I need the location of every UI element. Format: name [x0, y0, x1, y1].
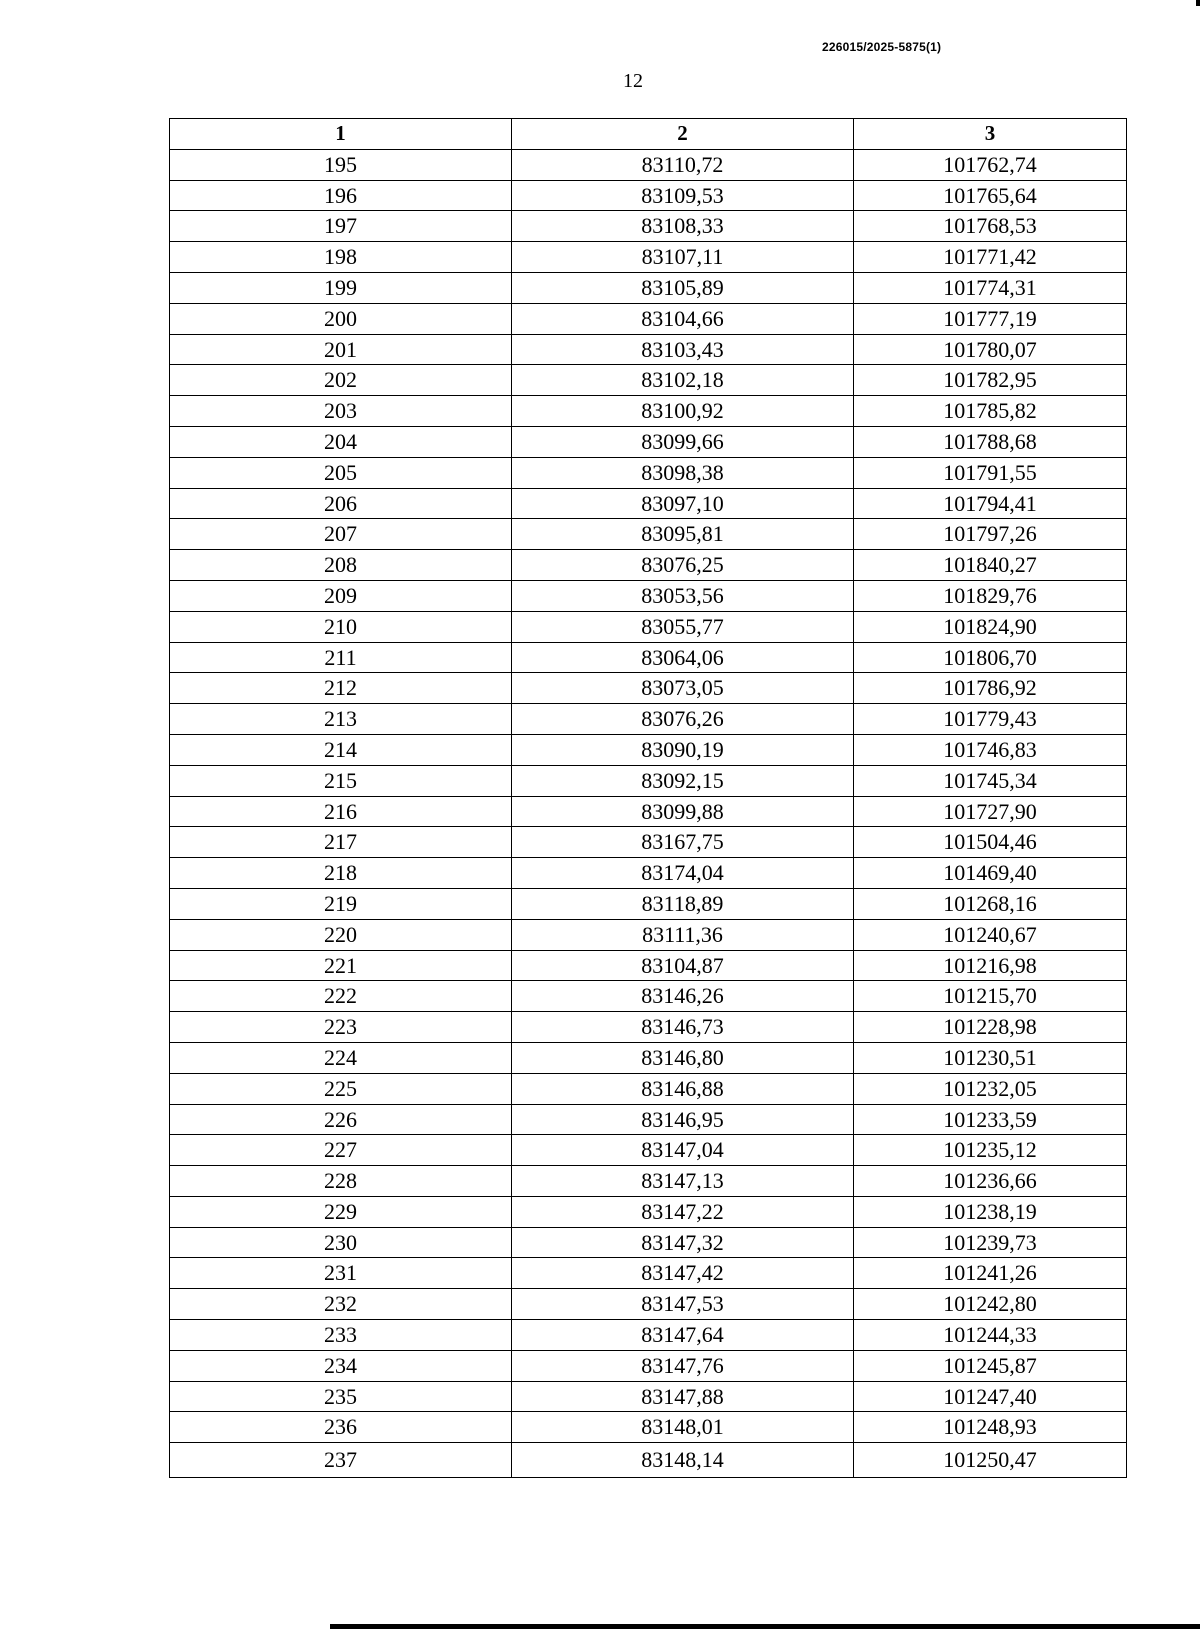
table-header-row [170, 119, 1127, 150]
table-cell-col-2: 83147,32 [512, 1227, 854, 1258]
table-cell-col-1: 212 [170, 673, 512, 704]
table-cell-col-1: 201 [170, 334, 512, 365]
column-header-3: 3 [854, 119, 1127, 150]
table-cell-col-1: 236 [170, 1412, 512, 1443]
table-cell-col-2: 83147,88 [512, 1381, 854, 1412]
table-row [170, 827, 1127, 858]
table-body [170, 149, 1127, 1477]
table-cell-col-3: 101806,70 [854, 642, 1127, 673]
table-cell-col-2: 83146,88 [512, 1073, 854, 1104]
table-row [170, 334, 1127, 365]
table-cell-col-1: 207 [170, 519, 512, 550]
table-row [170, 704, 1127, 735]
table-cell-col-3: 101216,98 [854, 950, 1127, 981]
table-cell-col-1: 229 [170, 1196, 512, 1227]
table-cell-col-2: 83147,04 [512, 1135, 854, 1166]
table-cell-col-1: 237 [170, 1443, 512, 1478]
table-row [170, 550, 1127, 581]
coordinates-table [169, 118, 1127, 1478]
table-cell-col-1: 234 [170, 1350, 512, 1381]
table-cell-col-3: 101768,53 [854, 211, 1127, 242]
table-cell-col-3: 101250,47 [854, 1443, 1127, 1478]
table-row [170, 149, 1127, 180]
table-cell-col-2: 83107,11 [512, 242, 854, 273]
table-cell-col-3: 101745,34 [854, 765, 1127, 796]
table-cell-col-1: 200 [170, 303, 512, 334]
table-cell-col-3: 101779,43 [854, 704, 1127, 735]
table-cell-col-2: 83108,33 [512, 211, 854, 242]
table-cell-col-3: 101765,64 [854, 180, 1127, 211]
table-cell-col-3: 101762,74 [854, 149, 1127, 180]
table-cell-col-3: 101824,90 [854, 611, 1127, 642]
table-cell-col-2: 83147,42 [512, 1258, 854, 1289]
table-cell-col-1: 233 [170, 1320, 512, 1351]
table-cell-col-1: 205 [170, 457, 512, 488]
table-cell-col-3: 101248,93 [854, 1412, 1127, 1443]
table-cell-col-2: 83102,18 [512, 365, 854, 396]
table-cell-col-3: 101791,55 [854, 457, 1127, 488]
table-row [170, 1042, 1127, 1073]
table-cell-col-3: 101236,66 [854, 1166, 1127, 1197]
table-cell-col-3: 101794,41 [854, 488, 1127, 519]
table-cell-col-2: 83167,75 [512, 827, 854, 858]
table-cell-col-1: 210 [170, 611, 512, 642]
table-row [170, 242, 1127, 273]
table-cell-col-3: 101797,26 [854, 519, 1127, 550]
table-row [170, 365, 1127, 396]
table-cell-col-2: 83147,76 [512, 1350, 854, 1381]
table-cell-col-3: 101240,67 [854, 919, 1127, 950]
table-cell-col-2: 83095,81 [512, 519, 854, 550]
table-cell-col-3: 101469,40 [854, 858, 1127, 889]
table-row [170, 642, 1127, 673]
table-cell-col-2: 83097,10 [512, 488, 854, 519]
table-cell-col-2: 83103,43 [512, 334, 854, 365]
table-cell-col-1: 230 [170, 1227, 512, 1258]
table-cell-col-3: 101247,40 [854, 1381, 1127, 1412]
table-row [170, 611, 1127, 642]
table-cell-col-1: 218 [170, 858, 512, 889]
table-cell-col-3: 101232,05 [854, 1073, 1127, 1104]
table-cell-col-3: 101235,12 [854, 1135, 1127, 1166]
table-cell-col-1: 217 [170, 827, 512, 858]
table-row [170, 1196, 1127, 1227]
table-cell-col-1: 228 [170, 1166, 512, 1197]
table-cell-col-2: 83147,64 [512, 1320, 854, 1351]
table-cell-col-3: 101228,98 [854, 1012, 1127, 1043]
table-row [170, 1166, 1127, 1197]
table-cell-col-1: 223 [170, 1012, 512, 1043]
table-cell-col-1: 213 [170, 704, 512, 735]
table-row [170, 211, 1127, 242]
table-cell-col-2: 83110,72 [512, 149, 854, 180]
table-cell-col-1: 203 [170, 396, 512, 427]
table-cell-col-2: 83118,89 [512, 888, 854, 919]
table-cell-col-3: 101786,92 [854, 673, 1127, 704]
table-cell-col-2: 83111,36 [512, 919, 854, 950]
table-cell-col-2: 83146,26 [512, 981, 854, 1012]
table-cell-col-2: 83109,53 [512, 180, 854, 211]
table-cell-col-3: 101788,68 [854, 426, 1127, 457]
table-cell-col-1: 197 [170, 211, 512, 242]
table-cell-col-3: 101230,51 [854, 1042, 1127, 1073]
table-row [170, 919, 1127, 950]
table-row [170, 1258, 1127, 1289]
table-cell-col-2: 83092,15 [512, 765, 854, 796]
table-cell-col-1: 220 [170, 919, 512, 950]
table-cell-col-1: 222 [170, 981, 512, 1012]
table-cell-col-3: 101233,59 [854, 1104, 1127, 1135]
scan-bottom-edge [330, 1624, 1200, 1629]
table-cell-col-2: 83147,22 [512, 1196, 854, 1227]
table-row [170, 1350, 1127, 1381]
table-row [170, 396, 1127, 427]
table-cell-col-1: 199 [170, 272, 512, 303]
table-cell-col-1: 206 [170, 488, 512, 519]
table-cell-col-1: 216 [170, 796, 512, 827]
table-cell-col-3: 101239,73 [854, 1227, 1127, 1258]
table-row [170, 488, 1127, 519]
table-row [170, 1135, 1127, 1166]
table-cell-col-1: 224 [170, 1042, 512, 1073]
table-cell-col-1: 214 [170, 734, 512, 765]
table-cell-col-2: 83146,80 [512, 1042, 854, 1073]
table-row [170, 765, 1127, 796]
table-cell-col-2: 83100,92 [512, 396, 854, 427]
column-header-1: 1 [170, 119, 512, 150]
table-row [170, 580, 1127, 611]
table-cell-col-3: 101829,76 [854, 580, 1127, 611]
table-cell-col-1: 227 [170, 1135, 512, 1166]
table-cell-col-3: 101244,33 [854, 1320, 1127, 1351]
table-cell-col-2: 83148,14 [512, 1443, 854, 1478]
scan-corner-mark [1196, 0, 1200, 6]
table-cell-col-1: 221 [170, 950, 512, 981]
table-cell-col-1: 232 [170, 1289, 512, 1320]
column-header-2: 2 [512, 119, 854, 150]
table-row [170, 272, 1127, 303]
table-cell-col-2: 83098,38 [512, 457, 854, 488]
table-cell-col-2: 83146,95 [512, 1104, 854, 1135]
table-cell-col-2: 83099,66 [512, 426, 854, 457]
table-row [170, 180, 1127, 211]
table-row [170, 888, 1127, 919]
table-cell-col-2: 83148,01 [512, 1412, 854, 1443]
table-row [170, 1443, 1127, 1478]
table-cell-col-2: 83053,56 [512, 580, 854, 611]
table-cell-col-1: 219 [170, 888, 512, 919]
table-cell-col-2: 83099,88 [512, 796, 854, 827]
table-row [170, 796, 1127, 827]
table-cell-col-1: 225 [170, 1073, 512, 1104]
table-row [170, 734, 1127, 765]
table-row [170, 950, 1127, 981]
table-cell-col-1: 226 [170, 1104, 512, 1135]
table-cell-col-1: 235 [170, 1381, 512, 1412]
table-row [170, 519, 1127, 550]
table-cell-col-1: 202 [170, 365, 512, 396]
table-row [170, 1320, 1127, 1351]
table-cell-col-2: 83076,25 [512, 550, 854, 581]
table-row [170, 673, 1127, 704]
table-cell-col-2: 83147,53 [512, 1289, 854, 1320]
table-cell-col-2: 83147,13 [512, 1166, 854, 1197]
table-cell-col-3: 101840,27 [854, 550, 1127, 581]
table-row [170, 426, 1127, 457]
table-cell-col-3: 101727,90 [854, 796, 1127, 827]
table-cell-col-3: 101785,82 [854, 396, 1127, 427]
table-row [170, 981, 1127, 1012]
table-cell-col-1: 204 [170, 426, 512, 457]
table-cell-col-3: 101238,19 [854, 1196, 1127, 1227]
table-cell-col-3: 101771,42 [854, 242, 1127, 273]
document-id: 226015/2025-5875(1) [822, 40, 942, 54]
page-number: 12 [623, 70, 643, 92]
table-row [170, 1073, 1127, 1104]
table-cell-col-2: 83076,26 [512, 704, 854, 735]
table-cell-col-1: 195 [170, 149, 512, 180]
table-cell-col-2: 83105,89 [512, 272, 854, 303]
table-row [170, 1381, 1127, 1412]
table-cell-col-3: 101241,26 [854, 1258, 1127, 1289]
table-row [170, 303, 1127, 334]
table-cell-col-1: 211 [170, 642, 512, 673]
table-row [170, 1289, 1127, 1320]
table-row [170, 1012, 1127, 1043]
table-row [170, 1227, 1127, 1258]
table-cell-col-3: 101242,80 [854, 1289, 1127, 1320]
table-cell-col-3: 101780,07 [854, 334, 1127, 365]
table-cell-col-2: 83174,04 [512, 858, 854, 889]
table-row [170, 457, 1127, 488]
table-cell-col-2: 83104,87 [512, 950, 854, 981]
table-cell-col-1: 231 [170, 1258, 512, 1289]
table-cell-col-3: 101504,46 [854, 827, 1127, 858]
table-cell-col-2: 83090,19 [512, 734, 854, 765]
table-cell-col-3: 101746,83 [854, 734, 1127, 765]
table-row [170, 1412, 1127, 1443]
table-cell-col-3: 101245,87 [854, 1350, 1127, 1381]
table-cell-col-2: 83073,05 [512, 673, 854, 704]
table-cell-col-1: 198 [170, 242, 512, 273]
table-cell-col-1: 196 [170, 180, 512, 211]
table-cell-col-2: 83055,77 [512, 611, 854, 642]
table-cell-col-3: 101774,31 [854, 272, 1127, 303]
table-row [170, 858, 1127, 889]
table-cell-col-3: 101782,95 [854, 365, 1127, 396]
table-cell-col-2: 83146,73 [512, 1012, 854, 1043]
table-row [170, 1104, 1127, 1135]
table-cell-col-3: 101268,16 [854, 888, 1127, 919]
table-cell-col-1: 215 [170, 765, 512, 796]
table-cell-col-3: 101777,19 [854, 303, 1127, 334]
table-cell-col-1: 209 [170, 580, 512, 611]
table-cell-col-2: 83064,06 [512, 642, 854, 673]
table-cell-col-2: 83104,66 [512, 303, 854, 334]
table-cell-col-3: 101215,70 [854, 981, 1127, 1012]
table-cell-col-1: 208 [170, 550, 512, 581]
